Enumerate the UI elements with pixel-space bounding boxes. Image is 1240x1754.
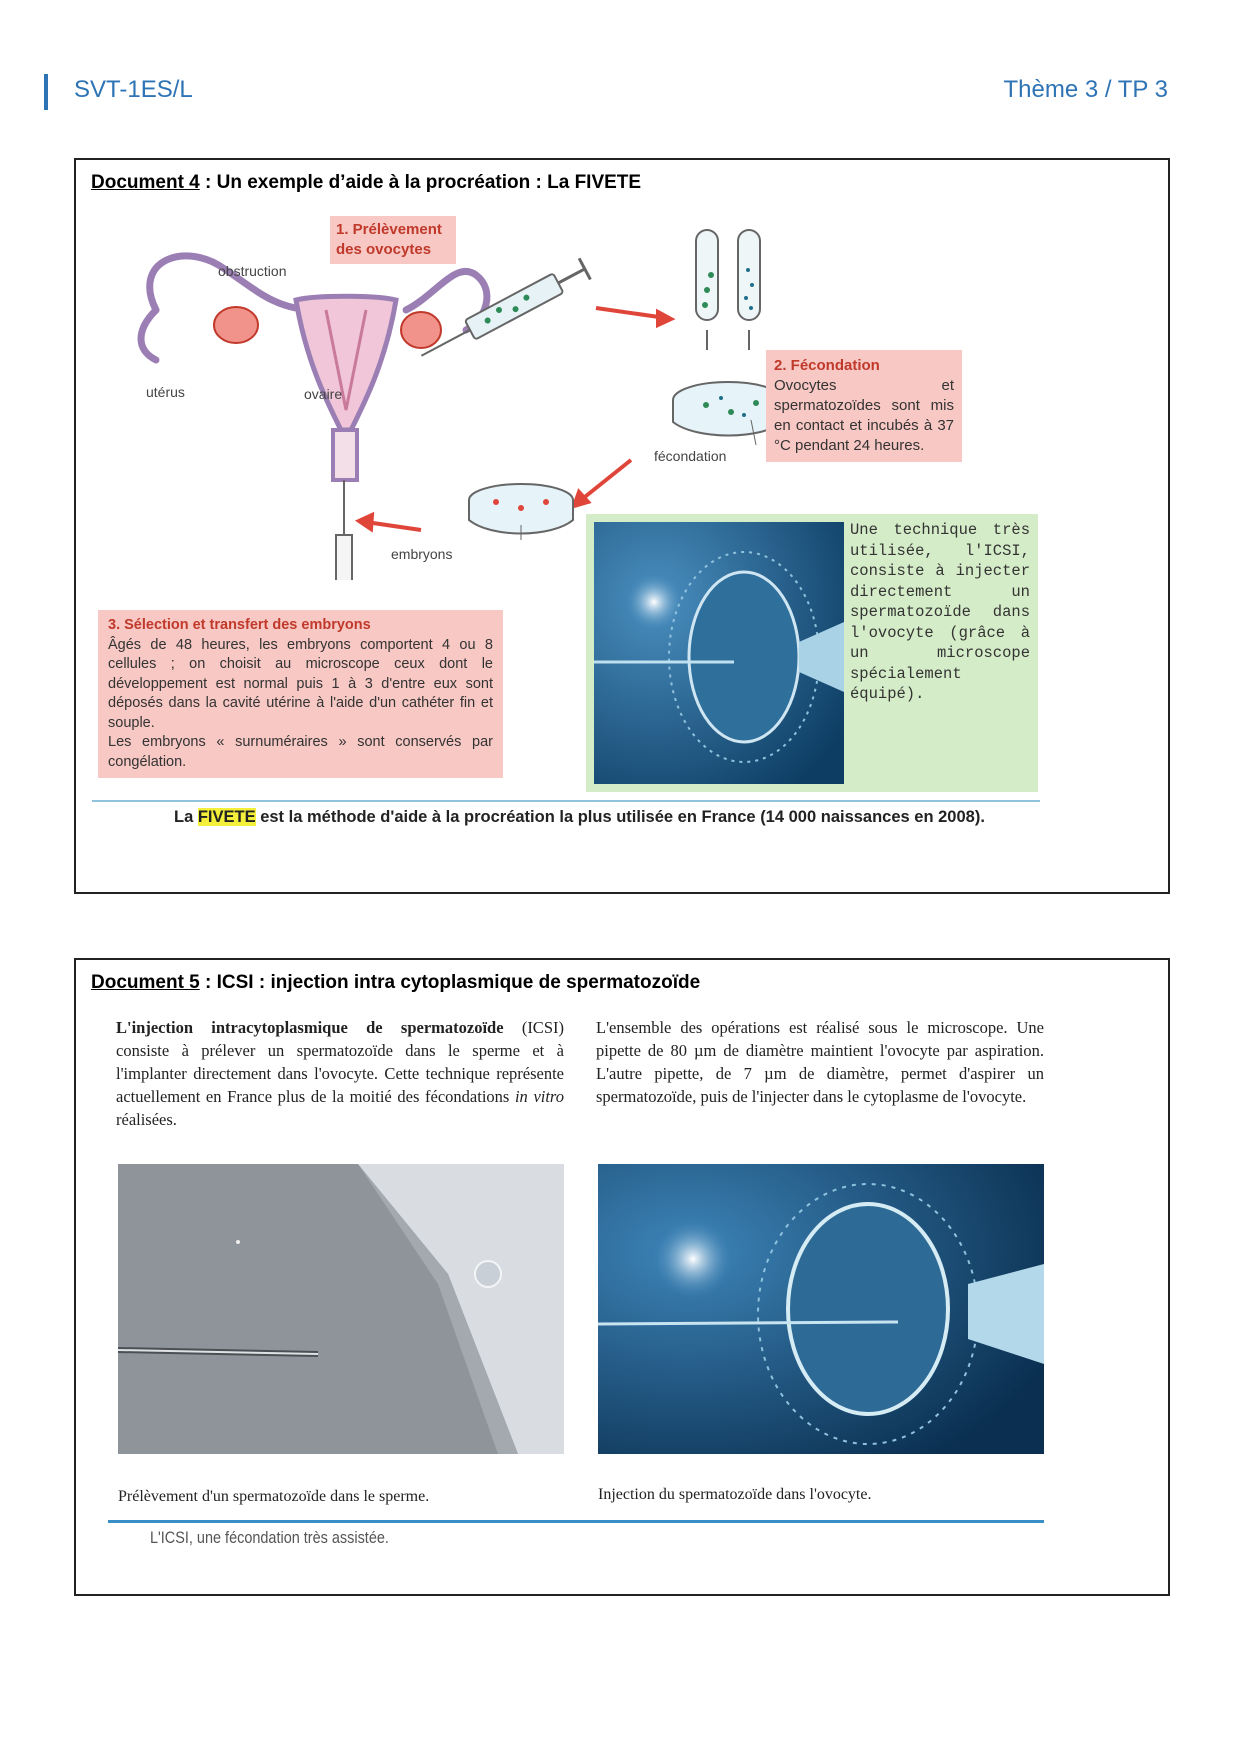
icsi-note-text: Une technique très utilisée, l'ICSI, consiste à injecter directement un spermatozoïde dans l'ovocyte (grâce à un microscope spécialement équipé). — [850, 521, 1030, 703]
step-3-text-2: Les embryons « surnuméraires » sont conservés par congélation. — [108, 734, 493, 770]
icsi-definition-end: réalisées. — [116, 1110, 177, 1129]
sperm-sampling-photo — [118, 1164, 564, 1454]
label-uterus: utérus — [146, 384, 185, 400]
label-obstruction: obstruction — [218, 263, 287, 279]
step-3-text: Âgés de 48 heures, les embryons comportent 4 ou 8 cellules ; on choisit au microscope ceux dont le développement est normal puis 1 à 3 d'entre eux sont déposés dans la cavité utérine à l'aide d'un cathéter fin et souple. — [108, 636, 493, 731]
theme-tp-label: Thème 3 / TP 3 — [1003, 76, 1168, 103]
caption-sampling: Prélèvement d'un spermatozoïde dans le sperme. — [118, 1488, 430, 1505]
conclusion-rest: est la méthode d'aide à la procréation la plus utilisée en France (14 000 naissances en 2008). — [255, 808, 985, 826]
sperm-injection-photo — [598, 1164, 1044, 1454]
document-4-label: Document 4 — [91, 172, 200, 193]
in-vitro-italic: in vitro — [514, 1087, 564, 1106]
right-ovary — [401, 312, 441, 348]
document-4-title — [91, 172, 641, 194]
conclusion-prefix: La — [174, 808, 198, 826]
document-5-heading: : ICSI : injection intra cytoplasmique de spermatozoïde — [199, 972, 701, 993]
icsi-definition-bold: L'injection intracytoplasmique de spermatozoïde — [116, 1018, 504, 1037]
syringe — [416, 258, 591, 366]
fivete-highlight: FIVETE — [197, 808, 256, 826]
test-tubes — [696, 230, 760, 350]
left-ovary — [214, 307, 258, 343]
step-3-title: 3. Sélection et transfert des embryons — [108, 617, 371, 633]
caption-injection: Injection du spermatozoïde dans l'ovocyte. — [598, 1486, 872, 1503]
icsi-definition-paragraph — [116, 1016, 564, 1131]
petri-dish-embryons — [469, 484, 573, 540]
doc5-divider — [108, 1520, 1044, 1523]
step-3-box — [98, 610, 503, 778]
document-5-label: Document 5 — [91, 972, 200, 993]
icsi-definition-text: (ICSI) consiste à prélever un spermatozoïde dans le sperme et à l'implanter directement dans l'ovocyte. Cette technique représente actuellement en France plus de la moitié des fécondations — [116, 1018, 564, 1106]
label-embryons: embryons — [391, 546, 453, 562]
icsi-footer-caption: L'ICSI, une fécondation très assistée. — [150, 1528, 389, 1547]
divider-line — [92, 800, 1040, 802]
header-accent-bar — [44, 74, 48, 110]
course-code: SVT-1ES/L — [74, 76, 193, 103]
step-1-title: 1. Prélèvement des ovocytes — [336, 221, 442, 258]
icsi-microscope-photo — [594, 522, 844, 784]
document-4-box — [74, 158, 1170, 894]
fivete-conclusion — [174, 808, 985, 827]
icsi-note-box — [586, 514, 1038, 792]
step-2-text: Ovocytes et spermatozoïdes sont mis en contact et incubés à 37 °C pendant 24 heures. — [774, 377, 954, 454]
document-5-box — [74, 958, 1170, 1596]
step-2-title: 2. Fécondation — [774, 357, 880, 374]
cervix — [333, 430, 357, 480]
step-2-box — [766, 350, 962, 462]
catheter — [328, 480, 360, 580]
label-fecondation: fécondation — [654, 448, 727, 464]
document-4-heading: : Un exemple d’aide à la procréation : La FIVETE — [199, 172, 642, 193]
step-1-box — [330, 216, 456, 264]
label-ovaire: ovaire — [304, 386, 343, 402]
document-5-title — [91, 972, 700, 994]
icsi-procedure-paragraph: L'ensemble des opérations est réalisé sous le microscope. Une pipette de 80 µm de diamètre maintient l'ovocyte par aspiration. L'autre pipette, de 7 µm de diamètre, permet d'aspirer un spermatozoïde, puis de l'injecter dans le cytoplasme de l'ovocyte. — [596, 1018, 1044, 1106]
